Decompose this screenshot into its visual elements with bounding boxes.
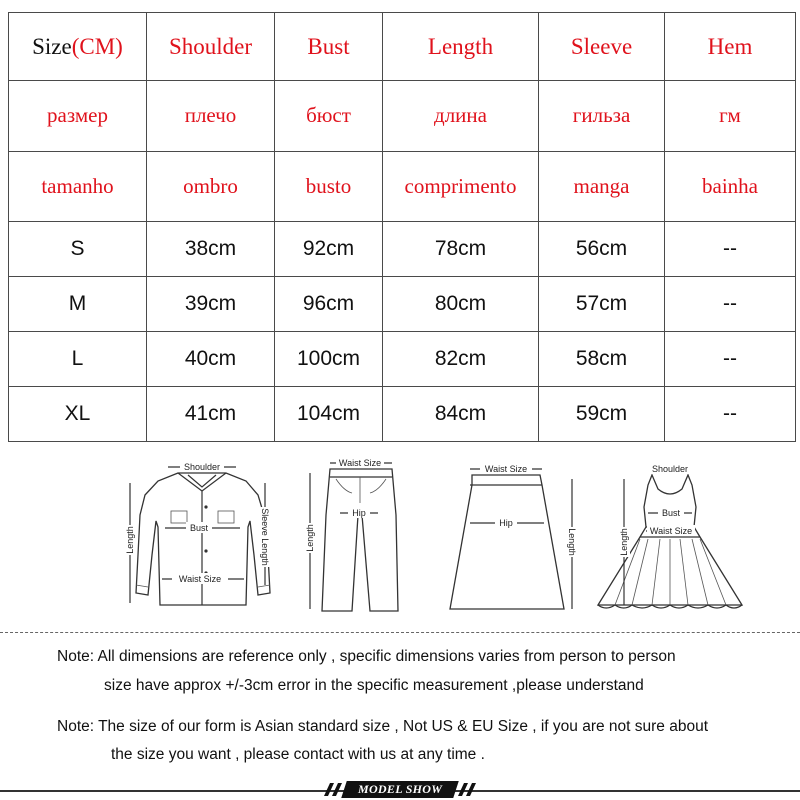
header-hem: Hem: [665, 13, 796, 81]
table-cell: M: [9, 276, 147, 331]
table-cell: 96cm: [275, 276, 383, 331]
shirt-length-label: Length: [125, 526, 135, 554]
table-cell: 82cm: [383, 331, 539, 386]
header-ru-cell: гильза: [539, 81, 665, 151]
table-cell: --: [665, 386, 796, 441]
skirt-waist-size-label: Waist Size: [484, 464, 528, 474]
header-pt-cell: busto: [275, 151, 383, 221]
table-cell: 92cm: [275, 221, 383, 276]
table-cell: 84cm: [383, 386, 539, 441]
pants-hip-label: Hip: [352, 508, 366, 518]
header-length: Length: [383, 13, 539, 81]
dashed-divider: [0, 632, 800, 633]
table-cell: 58cm: [539, 331, 665, 386]
table-cell: 100cm: [275, 331, 383, 386]
dress-length-label: Length: [619, 528, 629, 556]
header-row-portuguese: [9, 151, 796, 221]
table-cell: S: [9, 221, 147, 276]
pants-waist-size-label: Waist Size: [338, 458, 382, 468]
header-pt-cell: ombro: [147, 151, 275, 221]
skirt-diagram: [450, 463, 578, 609]
header-ru-cell: плечо: [147, 81, 275, 151]
banner-left-ornament: [320, 781, 342, 797]
header-pt-cell: tamanho: [9, 151, 147, 221]
size-chart-table: [8, 12, 796, 442]
dress-diagram: [598, 463, 742, 608]
header-pt-cell: manga: [539, 151, 665, 221]
skirt-length-label: Length: [567, 528, 577, 556]
shirt-sleeve-length-label: Sleeve Length: [260, 508, 270, 566]
model-show-banner: [341, 781, 459, 798]
table-cell: 39cm: [147, 276, 275, 331]
model-show-label: MODEL SHOW: [357, 782, 443, 796]
header-ru-cell: бюст: [275, 81, 383, 151]
table-cell: 104cm: [275, 386, 383, 441]
dress-waist-size-label: Waist Size: [649, 526, 693, 536]
pants-length-label: Length: [305, 524, 315, 552]
header-sleeve: Sleeve: [539, 13, 665, 81]
table-cell: 56cm: [539, 221, 665, 276]
dress-shoulder-label: Shoulder: [651, 464, 689, 474]
header-row-russian: [9, 81, 796, 151]
note-1-line-1: Note: All dimensions are reference only , specific dimensions varies from person to person: [57, 648, 676, 665]
shirt-waist-size-label: Waist Size: [178, 574, 222, 584]
note-2-line-1: Note: The size of our form is Asian standard size , Not US & EU Size , if you are not sure about: [57, 718, 709, 735]
header-shoulder: Shoulder: [147, 13, 275, 81]
shirt-bust-label: Bust: [189, 523, 209, 533]
table-row: [9, 386, 796, 441]
header-bust: Bust: [275, 13, 383, 81]
header-ru-cell: гм: [665, 81, 796, 151]
table-row: [9, 221, 796, 276]
table-row: [9, 276, 796, 331]
dress-bust-label: Bust: [661, 508, 681, 518]
skirt-hip-label: Hip: [499, 518, 513, 528]
table-cell: 78cm: [383, 221, 539, 276]
table-cell: --: [665, 221, 796, 276]
table-cell: L: [9, 331, 147, 386]
header-row-english: [9, 13, 796, 81]
banner-right-ornament: [458, 781, 480, 797]
measurement-diagrams: [0, 455, 800, 630]
table-cell: 80cm: [383, 276, 539, 331]
pants-diagram: [304, 457, 398, 611]
table-cell: --: [665, 331, 796, 386]
header-pt-cell: comprimento: [383, 151, 539, 221]
shirt-shoulder-label: Shoulder: [183, 462, 221, 472]
table-cell: 38cm: [147, 221, 275, 276]
table-cell: 57cm: [539, 276, 665, 331]
header-size: Size(CM): [9, 13, 147, 81]
table-cell: 59cm: [539, 386, 665, 441]
header-ru-cell: длина: [383, 81, 539, 151]
note-1-line-2: size have approx +/-3cm error in the specific measurement ,please understand: [104, 677, 644, 694]
table-cell: 40cm: [147, 331, 275, 386]
table-cell: 41cm: [147, 386, 275, 441]
table-cell: --: [665, 276, 796, 331]
note-2-line-2: the size you want , please contact with us at any time .: [111, 746, 485, 763]
shirt-diagram: [124, 461, 271, 605]
table-cell: XL: [9, 386, 147, 441]
header-pt-cell: bainha: [665, 151, 796, 221]
table-row: [9, 331, 796, 386]
header-ru-cell: размер: [9, 81, 147, 151]
